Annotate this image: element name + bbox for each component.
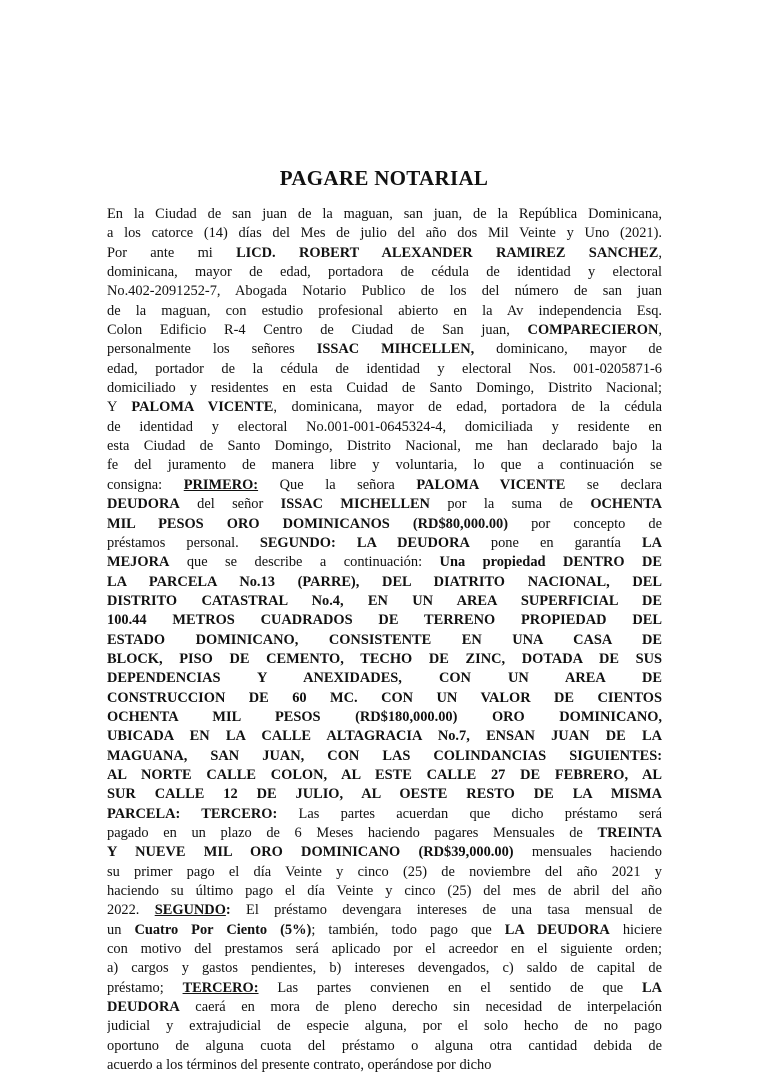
text-line — [107, 592, 662, 611]
text-line — [107, 573, 662, 592]
text-line — [107, 340, 662, 359]
text-run: , — [658, 244, 662, 261]
text-line — [107, 418, 662, 437]
text-line — [107, 631, 662, 650]
text-run: ; también, todo pago que — [311, 921, 505, 938]
text-line — [107, 843, 662, 862]
text-line — [107, 1017, 662, 1036]
text-line — [107, 263, 662, 282]
bold-text: LA — [641, 979, 662, 996]
text-run: Las partes convienen en el sentido de que — [258, 979, 642, 996]
bold-text: BLOCK, PISO DE CEMENTO, TECHO DE ZINC, DOTADA DE SUS — [107, 650, 662, 667]
text-line — [107, 379, 662, 398]
text-line — [107, 282, 662, 301]
text-line — [107, 921, 662, 940]
text-line — [107, 205, 662, 224]
text-line — [107, 959, 662, 978]
text-line — [107, 553, 662, 572]
text-run: En la Ciudad de san juan de la maguan, san juan, de la República Dominicana, — [107, 206, 662, 222]
text-line — [107, 863, 662, 882]
text-line — [107, 882, 662, 901]
text-run: edad, portador de la cédula de identidad y electoral Nos. 001-0205871-6 — [107, 360, 662, 377]
bold-text: AL NORTE CALLE COLON, AL ESTE CALLE 27 DE FEBRERO, AL — [107, 766, 662, 783]
text-run: haciendo su último pago el día Veinte y cinco (25) del mes de abril del año — [107, 883, 662, 900]
text-run: fe del juramento de manera libre y voluntaria, lo que a continuación se — [107, 457, 662, 474]
text-line — [107, 244, 662, 263]
text-run: personalmente los señores — [107, 341, 317, 358]
bold-text: PALOMA VICENTE — [131, 399, 274, 416]
text-run: dominicana, mayor de edad, portadora de cédula de identidad y electoral — [107, 264, 662, 281]
bold-text: PARCELA: TERCERO: — [107, 805, 278, 822]
text-run: se declara — [565, 476, 662, 493]
text-run: dominicano, mayor de — [474, 341, 662, 358]
bold-text: 100.44 METROS CUADRADOS DE TERRENO PROPIEDAD DEL — [107, 612, 662, 629]
bold-text: PRIMERO: — [183, 476, 259, 493]
text-line — [107, 901, 662, 920]
text-run: No.402-2091252-7, Abogada Notario Publico de los del número de san juan — [107, 283, 662, 300]
text-run: hiciere — [609, 921, 662, 938]
text-line — [107, 456, 662, 475]
text-line — [107, 1056, 662, 1075]
bold-text: LA DEUDORA — [504, 921, 610, 938]
bold-text: DEUDORA — [107, 496, 180, 513]
bold-text: ISSAC MICHELLEN — [280, 496, 430, 513]
text-line — [107, 998, 662, 1017]
text-line — [107, 398, 662, 417]
text-line — [107, 611, 662, 630]
text-run: Las partes acuerdan que dicho préstamo será — [277, 805, 662, 822]
bold-text: ISSAC MIHCELLEN, — [316, 341, 475, 358]
text-run: Y — [107, 399, 132, 416]
text-run: a) cargos y gastos pendientes, b) intereses devengados, c) saldo de capital de — [107, 960, 662, 977]
text-run: judicial y extrajudicial de especie alguna, por el solo hecho de no pago — [107, 1018, 662, 1035]
text-run: acuerdo a los términos del presente contrato, operándose por dicho — [107, 1057, 492, 1074]
text-run: a los catorce (14) días del Mes de julio del año dos Mil Veinte y Uno (2021). — [107, 225, 662, 242]
text-line — [107, 650, 662, 669]
text-line — [107, 360, 662, 379]
bold-text: SUR CALLE 12 DE JULIO, AL OESTE RESTO DE LA MISMA — [107, 786, 662, 803]
text-line — [107, 224, 662, 243]
text-run: esta Ciudad de Santo Domingo, Distrito Nacional, me han declarado bajo la — [107, 438, 662, 455]
text-run: Por ante mi — [107, 244, 237, 261]
text-run: de la maguan, con estudio profesional abierto en la Av independencia Esq. — [107, 302, 662, 319]
text-line — [107, 515, 662, 534]
text-run: 2022. — [107, 902, 155, 919]
text-run: pagado en un plazo de 6 Meses haciendo pagares Mensuales de — [107, 825, 598, 841]
text-line — [107, 979, 662, 998]
bold-text: TERCERO: — [182, 979, 259, 996]
text-line — [107, 321, 662, 340]
document-title: PAGARE NOTARIAL — [279, 166, 489, 190]
bold-text: MEJORA — [107, 554, 170, 571]
bold-text: DEUDORA — [107, 999, 180, 1016]
text-run: préstamo; — [107, 979, 183, 996]
text-run: que se describe a continuación: — [169, 554, 440, 571]
bold-text: MIL PESOS ORO DOMINICANOS (RD$80,000.00) — [107, 515, 508, 532]
text-run: , — [658, 322, 662, 339]
text-line — [107, 669, 662, 688]
bold-text: DISTRITO CATASTRAL No.4, EN UN AREA SUPERFICIAL DE — [107, 592, 662, 609]
text-run: préstamos personal. — [107, 534, 260, 551]
text-line — [107, 302, 662, 321]
text-line — [107, 534, 662, 553]
text-line — [107, 727, 662, 746]
text-run: por concepto de — [508, 515, 662, 532]
bold-text: OCHENTA — [590, 496, 662, 513]
bold-text: : — [225, 902, 231, 919]
document-body — [107, 205, 662, 1075]
text-line — [107, 824, 662, 843]
text-run: caerá en mora de pleno derecho sin necesidad de interpelación — [179, 999, 662, 1016]
text-run: por la suma de — [429, 496, 591, 513]
bold-text: Y NUEVE MIL ORO DOMINICANO (RD$39,000.00) — [107, 844, 514, 861]
text-line — [107, 689, 662, 708]
bold-text: ESTADO DOMINICANO, CONSISTENTE EN UNA CASA DE — [107, 631, 662, 648]
bold-text: DEPENDENCIAS Y ANEXIDADES, CON UN AREA DE — [107, 670, 662, 687]
text-run: mensuales haciendo — [513, 844, 662, 861]
text-line — [107, 785, 662, 804]
text-line — [107, 476, 662, 495]
text-run: su primer pago el día Veinte y cinco (25) de noviembre del año 2021 y — [107, 863, 662, 880]
text-run: de identidad y electoral No.001-001-0645324-4, domiciliada y residente en — [107, 418, 662, 435]
text-line — [107, 805, 662, 824]
bold-text: CONSTRUCCION DE 60 MC. CON UN VALOR DE CIENTOS — [107, 689, 662, 706]
text-line — [107, 766, 662, 785]
bold-text: UBICADA EN LA CALLE ALTAGRACIA No.7, ENSAN JUAN DE LA — [107, 728, 662, 745]
text-line — [107, 940, 662, 959]
bold-text: SEGUNDO: LA DEUDORA — [259, 534, 470, 551]
bold-text: LICD. ROBERT ALEXANDER RAMIREZ SANCHEZ — [236, 244, 659, 261]
bold-text: COMPARECIERON — [527, 322, 659, 339]
text-run: , dominicana, mayor de edad, portadora de la cédula — [273, 399, 662, 416]
text-run: un — [107, 921, 135, 938]
bold-text: LA — [642, 534, 662, 551]
text-run: Colon Edificio R-4 Centro de Ciudad de San juan, — [107, 322, 528, 339]
bold-text: PALOMA VICENTE — [416, 476, 566, 493]
text-line — [107, 437, 662, 456]
bold-text: SEGUNDO — [154, 902, 226, 919]
bold-text: TREINTA — [597, 825, 662, 841]
text-run: oportuno de alguna cuota del préstamo o alguna otra cantidad debida de — [107, 1037, 662, 1054]
text-line — [107, 747, 662, 766]
bold-text: LA PARCELA No.13 (PARRE), DEL DIATRITO NACIONAL, DEL — [107, 573, 662, 590]
text-run: domiciliado y residentes en esta Cuidad de Santo Domingo, Distrito Nacional; — [107, 380, 662, 397]
text-line — [107, 495, 662, 514]
bold-text: Cuatro Por Ciento (5%) — [134, 921, 312, 938]
text-run: El préstamo devengara intereses de una tasa mensual de — [230, 902, 662, 919]
text-line — [107, 1037, 662, 1056]
text-run: Que la señora — [258, 476, 417, 493]
text-run: del señor — [179, 496, 281, 513]
text-run: pone en garantía — [469, 534, 642, 551]
bold-text: Una propiedad DENTRO DE — [439, 554, 662, 571]
text-run: consigna: — [107, 476, 184, 493]
bold-text: OCHENTA MIL PESOS (RD$180,000.00) ORO DOMINICANO, — [107, 708, 662, 725]
text-line — [107, 708, 662, 727]
bold-text: MAGUANA, SAN JUAN, CON LAS COLINDANCIAS SIGUIENTES: — [107, 747, 662, 764]
text-run: con motivo del prestamos será aplicado por el acreedor en el siguiente orden; — [107, 941, 662, 958]
